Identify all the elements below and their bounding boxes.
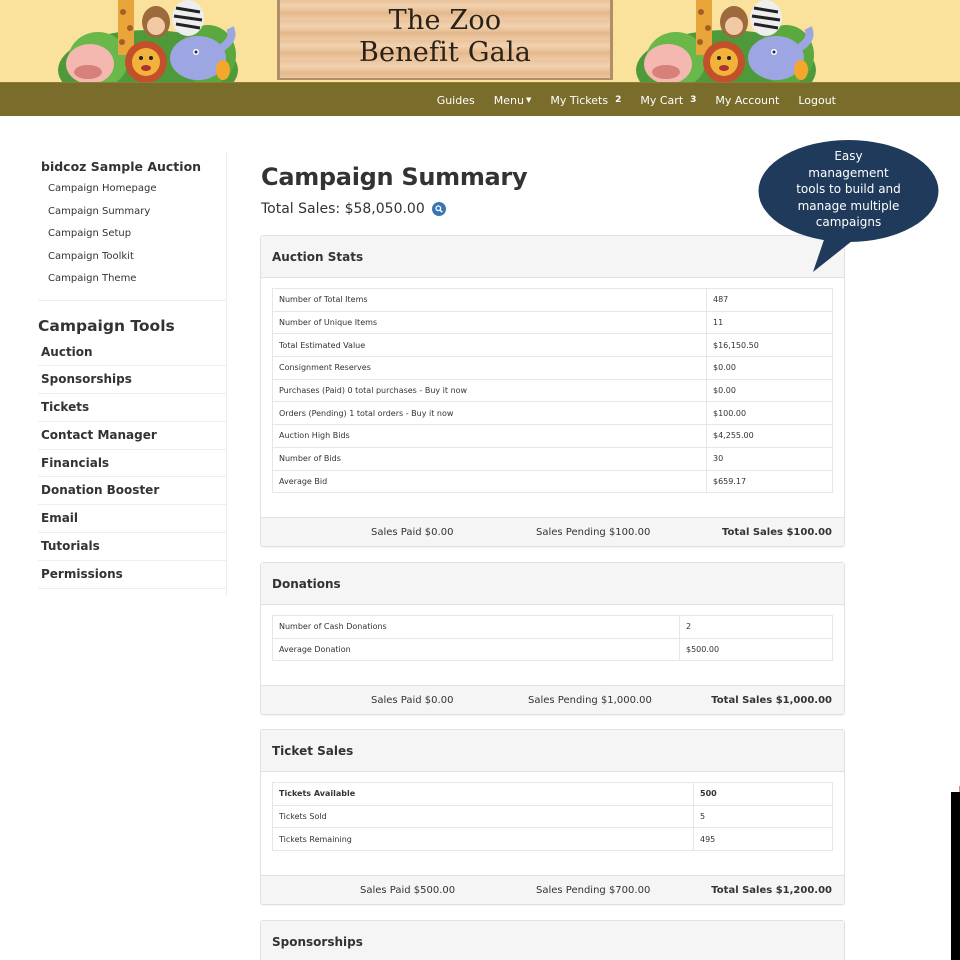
sidebar-item-campaign-homepage[interactable]: Campaign Homepage [48, 183, 157, 194]
sidebar-item-permissions[interactable]: Permissions [38, 561, 226, 589]
stat-label: Average Donation [273, 638, 680, 661]
callout-line: Easy [834, 149, 863, 163]
sidebar-tools-heading: Campaign Tools [38, 316, 175, 335]
nav-menu-dropdown[interactable] [494, 94, 532, 107]
caret-down-icon: ▼ [525, 96, 532, 104]
nav-menu-label: Menu [493, 93, 524, 107]
callout-line: manage multiple [797, 198, 900, 213]
table-row [273, 357, 833, 380]
edge-black-bar [951, 792, 960, 960]
stat-label: Average Bid [273, 470, 707, 493]
cart-count-badge: 3 [690, 95, 697, 105]
sidebar-item-tickets[interactable]: Tickets [38, 394, 226, 422]
sidebar [38, 152, 227, 596]
sales-paid: Sales Paid $0.00 [371, 527, 454, 538]
zoo-animals-illustration-right [636, 0, 816, 82]
callout-line: management [808, 165, 889, 180]
table-row [273, 616, 833, 639]
table-row [273, 425, 833, 448]
auction-stats-table [272, 288, 833, 493]
stat-value: $4,255.00 [707, 425, 833, 448]
table-row [273, 289, 833, 312]
sales-pending: Sales Pending $1,000.00 [528, 695, 652, 706]
sales-paid: Sales Paid $0.00 [371, 695, 454, 706]
nav-logout-label: Logout [798, 93, 836, 107]
callout-line: tools to build and [796, 182, 901, 196]
sales-pending: Sales Pending $100.00 [536, 527, 651, 538]
stat-label: Total Estimated Value [273, 334, 707, 357]
nav-my-tickets[interactable] [550, 94, 621, 107]
zoo-animals-illustration-left [58, 0, 238, 82]
stat-value: 2 [680, 616, 833, 639]
panel-title: Sponsorships [261, 921, 844, 960]
nav-my-tickets-label: My Tickets [550, 93, 609, 107]
table-row [273, 379, 833, 402]
table-row [273, 402, 833, 425]
panel-title: Donations [261, 563, 844, 605]
sidebar-item-contact-manager[interactable]: Contact Manager [38, 422, 226, 450]
table-row [273, 805, 833, 828]
ticket-sales-panel [260, 729, 845, 905]
callout-text [757, 148, 940, 231]
stat-value: 495 [694, 828, 833, 851]
sidebar-item-donation-booster[interactable]: Donation Booster [38, 477, 226, 505]
nav-menu [418, 83, 836, 117]
sales-paid: Sales Paid $500.00 [360, 885, 456, 896]
panel-footer [261, 685, 844, 714]
stat-value: $659.17 [707, 470, 833, 493]
sidebar-item-sponsorships[interactable]: Sponsorships [38, 366, 226, 394]
stat-value: 500 [694, 783, 833, 806]
event-title-line2: Benefit Gala [358, 37, 532, 68]
search-icon[interactable] [432, 202, 446, 216]
stat-label: Orders (Pending) 1 total orders - Buy it now [273, 402, 707, 425]
top-navbar [0, 82, 960, 116]
nav-guides[interactable] [437, 94, 475, 107]
total-sales: Total Sales $100.00 [722, 527, 832, 538]
sales-pending: Sales Pending $700.00 [536, 885, 651, 896]
event-title-line1: The Zoo [388, 5, 502, 36]
nav-logout[interactable] [798, 94, 836, 107]
table-row [273, 638, 833, 661]
nav-my-account[interactable] [715, 94, 779, 107]
tickets-count-badge: 2 [615, 95, 622, 105]
sidebar-item-campaign-theme[interactable]: Campaign Theme [48, 273, 137, 284]
table-row [273, 470, 833, 493]
sponsorships-panel [260, 920, 845, 960]
nav-my-account-label: My Account [715, 93, 780, 107]
auction-stats-panel [260, 235, 845, 547]
stat-value: 487 [707, 289, 833, 312]
sidebar-item-email[interactable]: Email [38, 505, 226, 533]
sidebar-item-tutorials[interactable]: Tutorials [38, 533, 226, 561]
table-row [273, 311, 833, 334]
sidebar-auction-title[interactable]: bidcoz Sample Auction [41, 159, 202, 174]
stat-label: Tickets Remaining [273, 828, 694, 851]
table-row [273, 447, 833, 470]
stat-value: $0.00 [707, 379, 833, 402]
donations-panel [260, 562, 845, 715]
total-sales: Total Sales $1,200.00 [711, 885, 832, 896]
header-banner [0, 0, 960, 82]
stat-value: $0.00 [707, 357, 833, 380]
stat-label: Tickets Sold [273, 805, 694, 828]
callout-line: campaigns [815, 215, 882, 229]
table-row [273, 828, 833, 851]
panel-title: Auction Stats [261, 236, 844, 278]
stat-label: Consignment Reserves [273, 357, 707, 380]
stat-label: Auction High Bids [273, 425, 707, 448]
nav-my-cart-label: My Cart [640, 93, 684, 107]
stat-label: Tickets Available [273, 783, 694, 806]
panel-footer [261, 875, 844, 904]
sidebar-item-campaign-toolkit[interactable]: Campaign Toolkit [48, 250, 134, 262]
stat-label: Number of Unique Items [273, 311, 707, 334]
panel-title: Ticket Sales [261, 730, 844, 772]
ticket-sales-table [272, 782, 833, 851]
stat-label: Number of Bids [273, 447, 707, 470]
panel-footer [261, 517, 844, 546]
stat-label: Purchases (Paid) 0 total purchases - Buy it now [273, 379, 707, 402]
sidebar-item-auction[interactable]: Auction [38, 339, 226, 367]
sidebar-divider [38, 300, 227, 301]
page-title: Campaign Summary [261, 163, 528, 191]
sidebar-item-financials[interactable]: Financials [38, 450, 226, 478]
stat-value: 11 [707, 311, 833, 334]
stat-label: Number of Cash Donations [273, 616, 680, 639]
total-sales-label: Total Sales: $58,050.00 [261, 201, 425, 217]
stat-value: $100.00 [707, 402, 833, 425]
table-row [273, 334, 833, 357]
sidebar-item-campaign-setup[interactable]: Campaign Setup [48, 228, 132, 239]
total-sales-summary [261, 201, 446, 217]
nav-guides-label: Guides [436, 93, 475, 107]
nav-my-cart[interactable] [640, 94, 696, 107]
stat-value: $500.00 [680, 638, 833, 661]
sidebar-item-campaign-summary[interactable]: Campaign Summary [48, 205, 151, 217]
stat-value: $16,150.50 [707, 334, 833, 357]
donations-table [272, 615, 833, 661]
stat-value: 5 [694, 805, 833, 828]
table-row [273, 783, 833, 806]
stat-value: 30 [707, 447, 833, 470]
event-title-sign [277, 0, 613, 80]
stat-label: Number of Total Items [273, 289, 707, 312]
total-sales: Total Sales $1,000.00 [711, 695, 832, 706]
